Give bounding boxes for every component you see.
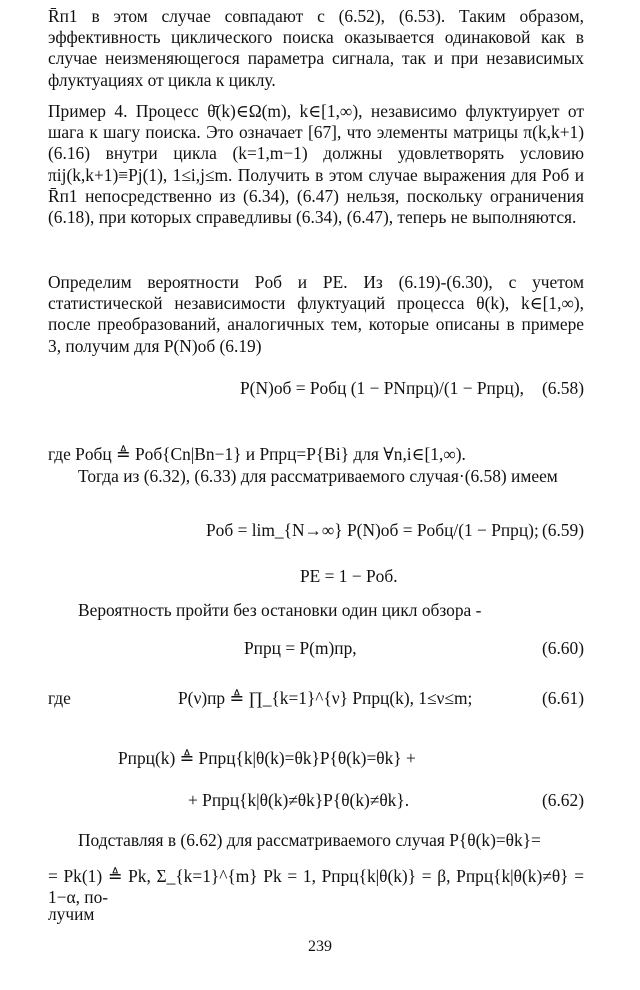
equation-number-6-60: (6.60): [541, 638, 584, 658]
equation-6-60: Pпрц = P(m)пр,: [244, 638, 357, 658]
equation-number-6-59: (6.59): [541, 520, 584, 540]
paragraph-probability-cycle: Вероятность пройти без остановки один цикл обзора -: [78, 600, 482, 620]
equation-6-59-limit: Pоб = lim_{N→∞} P(N)об = Pобц/(1 − Pпрц);: [206, 520, 539, 540]
equation-6-61: P(ν)пр ≜ ∏_{k=1}^{ν} Pпрц(k), 1≤ν≤m;: [178, 688, 473, 708]
equation-number-6-58: (6.58): [541, 378, 584, 398]
equation-number-6-62: (6.62): [541, 790, 584, 810]
page-number: 239: [308, 938, 332, 955]
equation-6-58: P(N)об = Pобц (1 − PNпрц)/(1 − Pпрц),: [240, 378, 524, 398]
paragraph-define-probabilities: Определим вероятности Pоб и PE. Из (6.19)-(6.30), с учетом статистической независимости флуктуаций процесса θ(k), k∈[1,∞), после преобразований, аналогичных тем, которые описаны в примере 3, получим для P(N)об (6.19): [48, 272, 584, 356]
paragraph-example-4: Пример 4. Процесс θ̄(k)∈Ω(m), k∈[1,∞), независимо флуктуирует от шага к шагу поиска. Это означает [67], что элементы матрицы π(k,k+1) (6.16) внутри цикла (k=1,m−1) должны удовлетворять условию πij(k,k+1)≡Pj(1), 1≤i,j≤m. Получить в этом случае выражения для Pоб и R̄п1 непосредственно из (6.34), (6.47) нельзя, поскольку ограничения (6.18), при которых справедливы (6.34), (6.47), теперь не выполняются.: [48, 101, 584, 228]
equation-6-59-pe: PE = 1 − Pоб.: [300, 566, 398, 586]
paragraph-then-from: Тогда из (6.32), (6.33) для рассматриваемого случая·(6.58) имеем: [78, 466, 558, 486]
paragraph-substitution-values: = Pk(1) ≜ Pk, Σ_{k=1}^{m} Pk = 1, Pпрц{k|θ(k)} = β, Pпрц{k|θ(k)≠θ} = 1−α, по-: [48, 866, 584, 908]
paragraph-rp1-conclusion: R̄п1 в этом случае совпадают с (6.52), (6.53). Таким образом, эффективность циклического поиска оказывается одинаковой как в случае неизменяющегося параметра сигнала, так и при независимых флуктуациях от цикла к циклу.: [48, 6, 584, 90]
paragraph-where-pobc: где Pобц ≜ Pоб{Cn|Bn−1} и Pпрц=P{Bi} для ∀n,i∈[1,∞).: [48, 444, 466, 464]
label-where: где: [48, 688, 71, 708]
paragraph-we-get: лучим: [48, 904, 95, 924]
equation-6-62-line-1: Pпрц(k) ≜ Pпрц{k|θ(k)=θk}P{θ(k)=θk} +: [118, 748, 416, 768]
equation-6-62-line-2: + Pпрц{k|θ(k)≠θk}P{θ(k)≠θk}.: [188, 790, 410, 810]
equation-number-6-61: (6.61): [541, 688, 584, 708]
paragraph-substituting: Подставляя в (6.62) для рассматриваемого случая P{θ(k)=θk}=: [78, 830, 541, 850]
